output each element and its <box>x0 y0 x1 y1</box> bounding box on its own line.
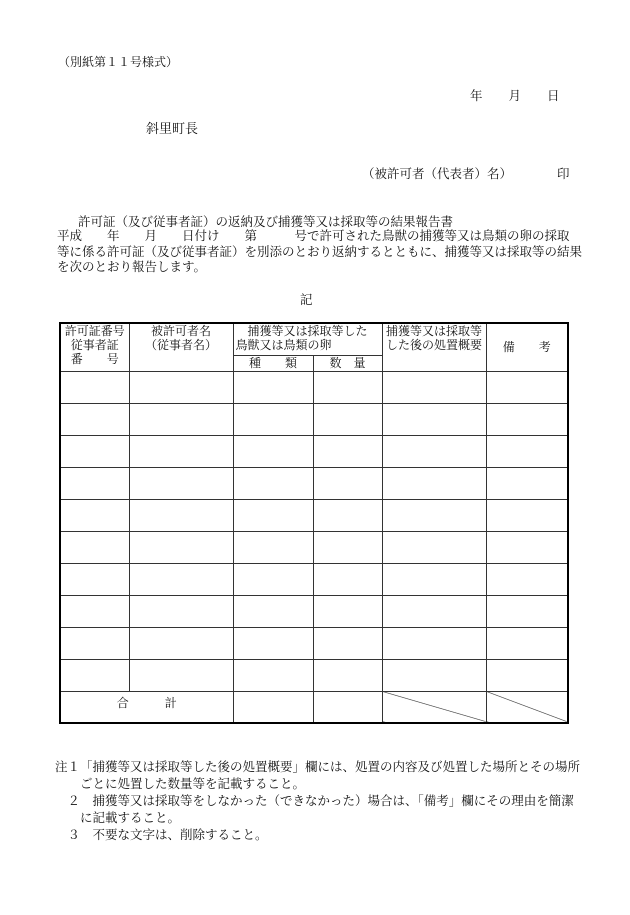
table-cell[interactable] <box>313 435 382 467</box>
table-cell[interactable] <box>129 371 233 403</box>
table-cell[interactable] <box>129 403 233 435</box>
table-cell[interactable] <box>233 563 313 595</box>
table-cell[interactable] <box>313 531 382 563</box>
table-cell[interactable] <box>382 595 486 627</box>
body-line: を次のとおり報告します。 <box>57 259 207 274</box>
table-cell[interactable] <box>60 531 129 563</box>
header-text: 鳥獣又は鳥類の卵 <box>235 338 332 352</box>
addressee: 斜里町長 <box>146 122 199 137</box>
table-cell[interactable] <box>313 467 382 499</box>
table-cell[interactable] <box>60 371 129 403</box>
note-line: に記載すること。 <box>55 810 181 825</box>
table-row <box>60 659 568 691</box>
note-line: ごとに処置した数量等を記載すること。 <box>55 776 306 791</box>
ki-heading: 記 <box>300 292 313 307</box>
table-cell[interactable] <box>486 499 568 531</box>
year-label: 年 <box>470 88 483 103</box>
table-cell[interactable] <box>486 403 568 435</box>
table-cell[interactable] <box>60 467 129 499</box>
document-title: 許可証（及び従事者証）の返納及び捕獲等又は採取等の結果報告書 <box>78 214 454 229</box>
header-text: 従事者証 <box>70 338 119 352</box>
header-permit-number <box>60 323 129 371</box>
table-row <box>60 403 568 435</box>
table-cell[interactable] <box>129 563 233 595</box>
table-cell[interactable] <box>313 563 382 595</box>
header-text: 許可証番号 <box>64 324 125 338</box>
table-cell[interactable] <box>233 435 313 467</box>
applicant-label: （被許可者（代表者）名） <box>362 166 513 181</box>
body-text <box>57 228 583 275</box>
header-text: 備 考 <box>502 340 551 355</box>
table-cell[interactable] <box>233 531 313 563</box>
note-line: 注１「捕獲等又は採取等した後の処置概要」欄には、処置の内容及び処置した場所とその場所 <box>55 759 581 774</box>
table-cell[interactable] <box>486 659 568 691</box>
total-quantity[interactable] <box>313 691 382 723</box>
table-cell[interactable] <box>382 467 486 499</box>
table-cell[interactable] <box>233 499 313 531</box>
table-cell[interactable] <box>233 371 313 403</box>
date-line <box>470 86 560 104</box>
table-cell[interactable] <box>382 499 486 531</box>
table-cell[interactable] <box>486 467 568 499</box>
header-text: 番 号 <box>70 352 119 366</box>
table-cell[interactable] <box>382 659 486 691</box>
table-cell[interactable] <box>313 371 382 403</box>
header-permittee-name <box>129 323 233 371</box>
table-cell[interactable] <box>129 499 233 531</box>
header-disposal-summary <box>382 323 486 371</box>
table-cell[interactable] <box>486 531 568 563</box>
table-cell[interactable] <box>60 435 129 467</box>
header-quantity: 数 量 <box>313 355 382 371</box>
table-cell[interactable] <box>60 403 129 435</box>
table-cell[interactable] <box>129 467 233 499</box>
table-cell[interactable] <box>313 403 382 435</box>
table-cell[interactable] <box>60 659 129 691</box>
table-row <box>60 467 568 499</box>
total-remarks-slashed <box>486 691 568 723</box>
report-table <box>59 322 569 724</box>
table-cell[interactable] <box>486 435 568 467</box>
table-cell[interactable] <box>313 659 382 691</box>
total-disposal-slashed <box>382 691 486 723</box>
table-cell[interactable] <box>233 659 313 691</box>
day-label: 日 <box>547 88 560 103</box>
table-cell[interactable] <box>129 531 233 563</box>
header-remarks <box>486 323 568 371</box>
table-cell[interactable] <box>486 595 568 627</box>
table-cell[interactable] <box>129 435 233 467</box>
table-row <box>60 563 568 595</box>
total-row <box>60 691 568 723</box>
header-text: （従事者名） <box>144 338 217 352</box>
table-cell[interactable] <box>486 371 568 403</box>
table-cell[interactable] <box>382 627 486 659</box>
table-row <box>60 595 568 627</box>
table-cell[interactable] <box>313 595 382 627</box>
table-cell[interactable] <box>382 371 486 403</box>
table-row <box>60 435 568 467</box>
table-cell[interactable] <box>382 435 486 467</box>
table-cell[interactable] <box>233 403 313 435</box>
seal-mark: 印 <box>557 166 570 181</box>
table-row <box>60 627 568 659</box>
month-label: 月 <box>508 88 522 103</box>
table-cell[interactable] <box>382 531 486 563</box>
table-row <box>60 499 568 531</box>
table-cell[interactable] <box>60 595 129 627</box>
table-cell[interactable] <box>233 627 313 659</box>
note-line: ３ 不要な文字は、削除すること。 <box>55 827 268 842</box>
table-row <box>60 531 568 563</box>
table-cell[interactable] <box>233 595 313 627</box>
table-cell[interactable] <box>313 499 382 531</box>
header-text: 被許可者名 <box>150 324 211 338</box>
total-species[interactable] <box>233 691 313 723</box>
notes <box>55 758 580 843</box>
table-cell[interactable] <box>313 627 382 659</box>
table-cell[interactable] <box>233 467 313 499</box>
table-cell[interactable] <box>382 563 486 595</box>
form-number: （別紙第１１号様式） <box>58 55 179 69</box>
header-species: 種 類 <box>233 355 313 371</box>
table-cell[interactable] <box>486 627 568 659</box>
table-row <box>60 371 568 403</box>
table-cell[interactable] <box>60 627 129 659</box>
table-cell[interactable] <box>486 563 568 595</box>
body-line: 平成 年 月 日付け 第 号で許可された鳥獣の捕獲等又は鳥類の卵の採取 <box>57 228 570 243</box>
table-cell[interactable] <box>129 627 233 659</box>
body-line: 等に係る許可証（及び従事者証）を別添のとおり返納するとともに、捕獲等又は採取等の結果 <box>57 243 583 259</box>
total-label: 合 計 <box>60 691 233 723</box>
table-cell[interactable] <box>60 499 129 531</box>
note-line: ２ 捕獲等又は採取等をしなかった（できなかった）場合は、「備考」欄にその理由を簡潔 <box>55 793 574 808</box>
header-text: した後の処置概要 <box>386 338 483 352</box>
table-cell[interactable] <box>129 595 233 627</box>
header-captured-items <box>233 323 382 355</box>
table-cell[interactable] <box>60 563 129 595</box>
header-text: 捕獲等又は採取等した <box>247 324 368 338</box>
table-cell[interactable] <box>382 403 486 435</box>
header-text: 捕獲等又は採取等 <box>386 324 483 338</box>
table-cell[interactable] <box>129 659 233 691</box>
